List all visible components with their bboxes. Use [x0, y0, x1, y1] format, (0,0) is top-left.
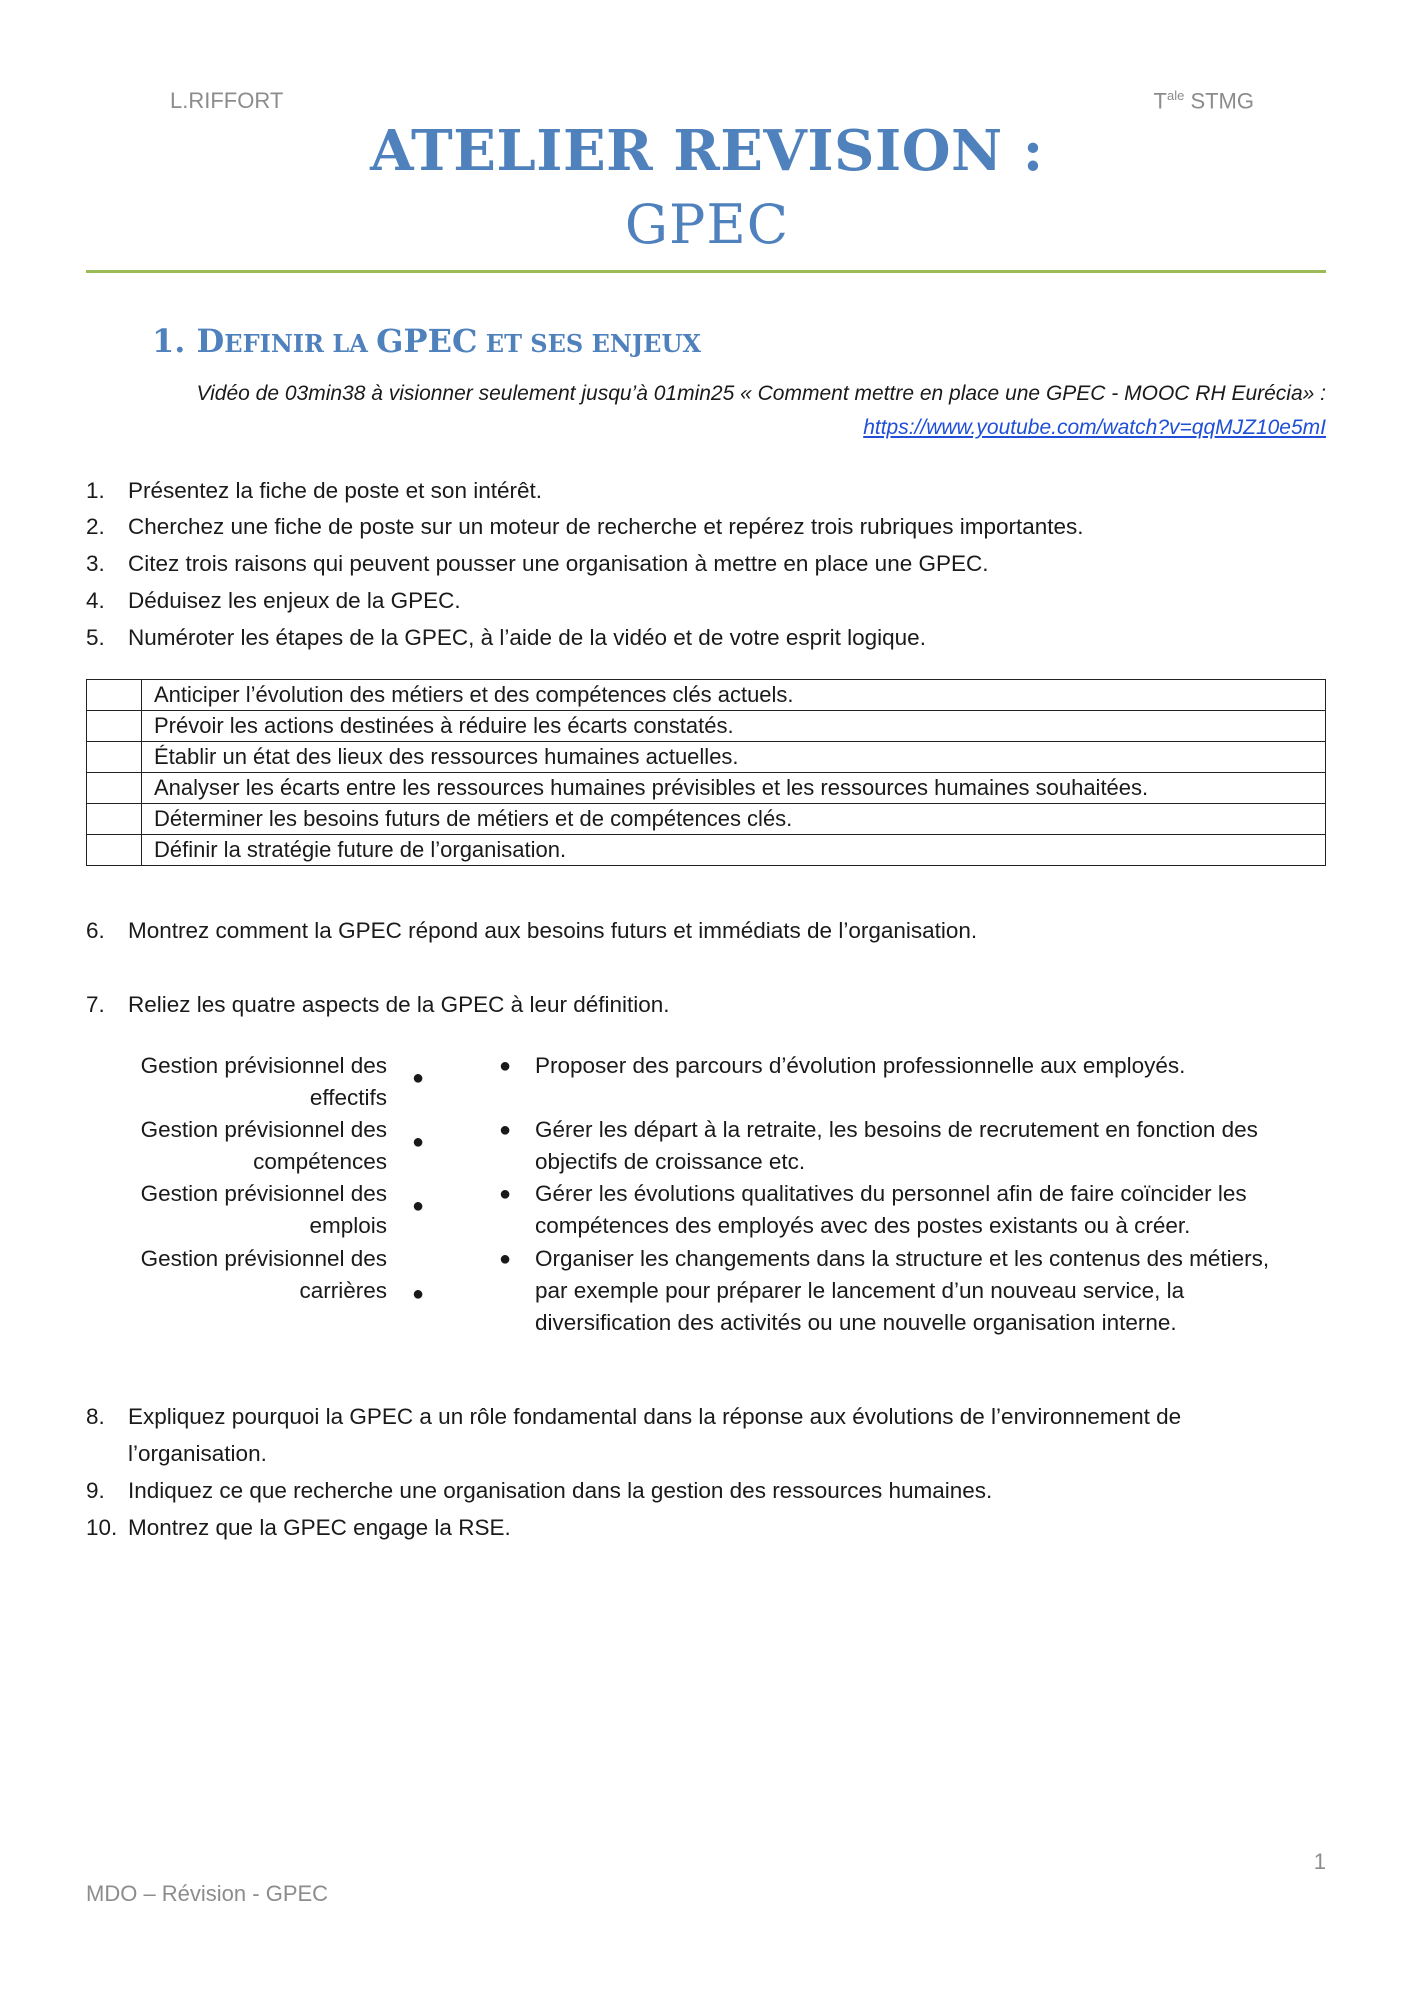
step-number-box[interactable] — [87, 773, 142, 804]
steps-table — [86, 679, 1326, 866]
connector-dot-icon[interactable]: ● — [412, 1131, 425, 1153]
question-item — [86, 620, 926, 656]
question-number: 1. — [86, 478, 105, 503]
question-number: 10. — [86, 1515, 118, 1540]
definition-line: Organiser les changements dans la structure et les contenus des métiers, — [535, 1246, 1270, 1271]
bullet-dot-icon[interactable]: ● — [499, 1248, 512, 1270]
table-row — [87, 711, 1326, 742]
question-item — [86, 509, 1084, 545]
bullet-dot-icon[interactable]: ● — [499, 1119, 512, 1141]
question-number: 2. — [86, 514, 105, 539]
question-number: 3. — [86, 551, 105, 576]
table-row — [87, 804, 1326, 835]
question-text: Expliquez pourquoi la GPEC a un rôle fondamental dans la réponse aux évolutions de l’environnement de — [128, 1404, 1182, 1429]
table-row — [87, 835, 1326, 866]
page-number: 1 — [1313, 1849, 1326, 1874]
matching-term-line: compétences — [253, 1149, 387, 1174]
step-number-box[interactable] — [87, 742, 142, 773]
definition-line: compétences des employés avec des postes existants ou à créer. — [535, 1213, 1191, 1238]
matching-term — [141, 1178, 387, 1242]
matching-definition — [499, 1114, 1335, 1178]
step-text: Analyser les écarts entre les ressources humaines prévisibles et les ressources humaines souhaitées. — [142, 773, 1326, 804]
matching-term-line: effectifs — [309, 1085, 387, 1110]
bullet-dot-icon[interactable]: ● — [499, 1183, 512, 1205]
question-text: Citez trois raisons qui peuvent pousser une organisation à mettre en place une GPEC. — [128, 551, 989, 576]
step-number-box[interactable] — [87, 804, 142, 835]
section-title-part2: ET SES ENJEUX — [477, 329, 702, 358]
matching-term — [141, 1114, 387, 1178]
question-text: Cherchez une fiche de poste sur un moteur de recherche et repérez trois rubriques importantes. — [128, 514, 1084, 539]
question-item — [86, 473, 542, 509]
question-number: 5. — [86, 625, 105, 650]
definition-line: objectifs de croissance etc. — [535, 1149, 806, 1174]
footer-text: MDO – Révision - GPEC — [86, 1881, 329, 1906]
section-number: 1. — [152, 322, 186, 360]
question-text: Présentez la fiche de poste et son intérêt. — [128, 478, 542, 503]
question-item — [86, 1473, 992, 1509]
matching-term — [141, 1243, 387, 1307]
question-number: 6. — [86, 918, 105, 943]
title-divider — [86, 270, 1326, 273]
video-instructions: Vidéo de 03min38 à visionner seulement jusqu’à 01min25 « Comment mettre en place une GPEC - MOOC RH Eurécia» : — [196, 382, 1326, 405]
matching-term-line: Gestion prévisionnel des — [140, 1181, 387, 1206]
connector-dot-icon[interactable]: ● — [412, 1283, 425, 1305]
question-item — [86, 987, 670, 1023]
video-link[interactable]: https://www.youtube.com/watch?v=qqMJZ10e5mI — [863, 416, 1326, 439]
definition-line: Proposer des parcours d’évolution professionnelle aux employés. — [535, 1053, 1186, 1078]
step-text: Prévoir les actions destinées à réduire les écarts constatés. — [142, 711, 1326, 742]
step-text: Anticiper l’évolution des métiers et des compétences clés actuels. — [142, 680, 1326, 711]
definition-line: diversification des activités ou une nouvelle organisation interne. — [535, 1310, 1177, 1335]
question-number: 7. — [86, 992, 105, 1017]
table-row — [87, 773, 1326, 804]
page-title: ATELIER REVISION : — [370, 118, 1044, 184]
question-text-continued: l’organisation. — [128, 1441, 267, 1466]
question-number: 9. — [86, 1478, 105, 1503]
question-text: Montrez comment la GPEC répond aux besoins futurs et immédiats de l’organisation. — [128, 918, 978, 943]
author-name: L.RIFFORT — [170, 88, 284, 113]
definition-line: Gérer les évolutions qualitatives du personnel afin de faire coïncider les — [535, 1181, 1247, 1206]
question-item — [86, 546, 988, 582]
table-row — [87, 742, 1326, 773]
step-number-box[interactable] — [87, 835, 142, 866]
page-subtitle: GPEC — [624, 193, 790, 256]
question-number: 4. — [86, 588, 105, 613]
question-text: Montrez que la GPEC engage la RSE. — [128, 1515, 511, 1540]
question-text: Reliez les quatre aspects de la GPEC à leur définition. — [128, 992, 670, 1017]
question-item — [86, 583, 461, 619]
matching-term-line: Gestion prévisionnel des — [140, 1053, 387, 1078]
class-superscript: ale — [1166, 88, 1185, 103]
matching-term-line: Gestion prévisionnel des — [140, 1117, 387, 1142]
section-title-gpec: GPEC — [376, 322, 478, 360]
definition-line: par exemple pour préparer le lancement d’un nouveau service, la — [535, 1278, 1185, 1303]
section-title-part1: EFINIR LA — [224, 329, 377, 358]
table-row — [87, 680, 1326, 711]
question-number: 8. — [86, 1404, 105, 1429]
bullet-dot-icon[interactable]: ● — [499, 1055, 512, 1077]
class-prefix: T — [1153, 88, 1167, 114]
class-label — [1154, 88, 1254, 114]
matching-term-line: carrières — [299, 1278, 387, 1303]
connector-dot-icon[interactable]: ● — [412, 1067, 425, 1089]
connector-dot-icon[interactable]: ● — [412, 1195, 425, 1217]
question-text: Indiquez ce que recherche une organisation dans la gestion des ressources humaines. — [128, 1478, 993, 1503]
definition-line: Gérer les départ à la retraite, les besoins de recrutement en fonction des — [535, 1117, 1258, 1142]
matching-definition — [499, 1178, 1335, 1242]
question-item — [86, 913, 977, 949]
question-item — [86, 1399, 1181, 1435]
question-text: Numéroter les étapes de la GPEC, à l’aide de la vidéo et de votre esprit logique. — [128, 625, 926, 650]
step-text: Définir la stratégie future de l’organisation. — [142, 835, 1326, 866]
matching-definition — [499, 1050, 1335, 1082]
matching-term-line: emplois — [309, 1213, 387, 1238]
step-text: Déterminer les besoins futurs de métiers et de compétences clés. — [142, 804, 1326, 835]
step-text: Établir un état des lieux des ressources humaines actuelles. — [142, 742, 1326, 773]
step-number-box[interactable] — [87, 680, 142, 711]
class-suffix: STMG — [1184, 88, 1254, 114]
matching-term — [141, 1050, 387, 1114]
question-item — [86, 1510, 511, 1546]
question-text: Déduisez les enjeux de la GPEC. — [128, 588, 461, 613]
matching-term-line: Gestion prévisionnel des — [140, 1246, 387, 1271]
section-heading — [152, 322, 701, 360]
step-number-box[interactable] — [87, 711, 142, 742]
matching-definition — [499, 1243, 1335, 1339]
section-title-initial: D — [196, 322, 225, 360]
